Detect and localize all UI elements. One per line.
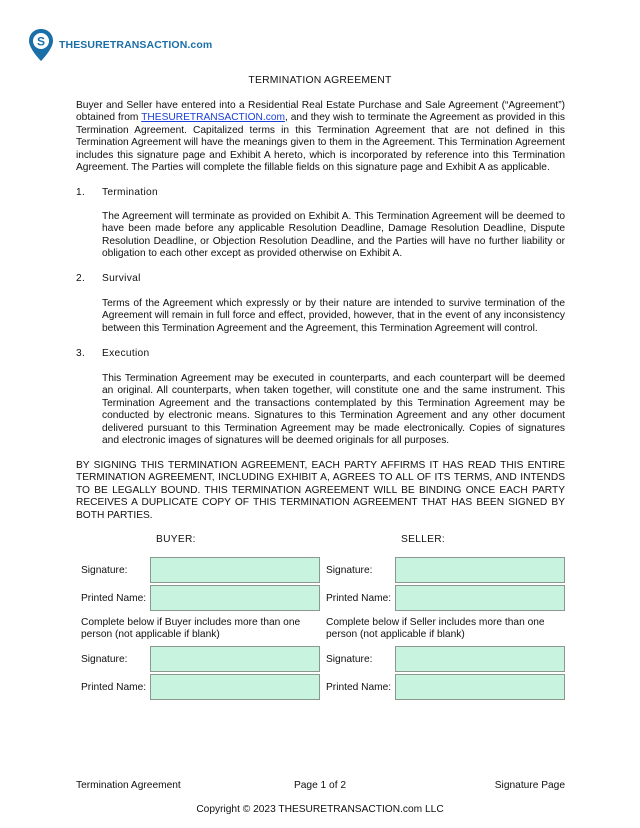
seller-additional-note: Complete below if Seller includes more than one person (not applicable if blank)	[326, 617, 545, 641]
acknowledgment-paragraph: BY SIGNING THIS TERMINATION AGREEMENT, EACH PARTY AFFIRMS IT HAS READ THIS ENTIRE TERMINATION AGREEMENT, INCLUDING EXHIBIT A, AGREES TO ALL OF ITS TERMS, AND INTENDS TO BE LEGALLY BOUND. THIS TERMINATION AGREEMENT WILL BE BINDING ONCE EACH PARTY RECEIVES A DUPLICATE COPY OF THIS TERMINATION AGREEMENT THAT HAS BEEN SIGNED BY BOTH PARTIES.	[76, 460, 565, 521]
seller-signature-label: Signature:	[326, 565, 373, 576]
seller-printed-name-field[interactable]	[395, 585, 565, 611]
seller-printed-name-label: Printed Name:	[326, 593, 392, 604]
logo-letter: S	[36, 34, 46, 49]
buyer-signature-field[interactable]	[150, 557, 320, 583]
section-title: Termination	[102, 187, 158, 198]
buyer-signature-2-field[interactable]	[150, 646, 320, 672]
seller-signature-2-field[interactable]	[395, 646, 565, 672]
footer-right: Signature Page	[494, 780, 565, 791]
section-number: 1.	[76, 187, 86, 198]
buyer-printed-name-2-field[interactable]	[150, 674, 320, 700]
section-2-body: Terms of the Agreement which expressly or by their nature are intended to survive termination of the Agreement will remain in full force and effect, provided, however, that in the event of any inconsistency between this Termination Agreement and the Agreement, this Termination Agreement will control.	[102, 298, 565, 334]
buyer-additional-note: Complete below if Buyer includes more than one person (not applicable if blank)	[81, 617, 301, 641]
seller-printed-name-2-label: Printed Name:	[326, 682, 392, 693]
intro-text-after: , and they wish to terminate the Agreement as provided in this Termination Agreement. Capitalized terms in this Termination Agreement that are not defined in this Termination Agreement will have the meanings given to them in the Agreement. This Termination Agreement includes this signature page and Exhibit A hereto, which is incorporated by reference into this Termination Agreement. The Parties will complete the fillable fields on this signature page and Exhibit A as applicable.	[76, 112, 565, 174]
logo-text: THESURETRANSACTION.com	[59, 39, 213, 51]
map-pin-logo-icon	[28, 28, 54, 62]
section-title: Survival	[102, 273, 141, 284]
section-3-body: This Termination Agreement may be executed in counterparts, and each counterpart will be deemed an original. All counterparts, when taken together, will constitute one and the same instrument. This Termination Agreement and the transactions contemplated by this Termination Agreement may be conducted by electronic means. Signatures to this Termination Agreement and any other document delivered pursuant to this Termination Agreement may be made electronically. Copies of signatures and electronic images of signatures will be deemed originals for all purposes.	[102, 373, 565, 447]
buyer-heading: BUYER:	[156, 534, 196, 545]
section-number: 2.	[76, 273, 86, 284]
seller-printed-name-2-field[interactable]	[395, 674, 565, 700]
buyer-signature-label: Signature:	[81, 565, 128, 576]
buyer-printed-name-2-label: Printed Name:	[81, 682, 147, 693]
seller-heading: SELLER:	[401, 534, 446, 545]
buyer-printed-name-field[interactable]	[150, 585, 320, 611]
intro-paragraph	[76, 100, 565, 174]
section-title: Execution	[102, 348, 150, 359]
document-title: TERMINATION AGREEMENT	[248, 75, 392, 86]
buyer-signature-2-label: Signature:	[81, 654, 128, 665]
brand-logo	[28, 28, 212, 62]
buyer-printed-name-label: Printed Name:	[81, 593, 147, 604]
footer-page-number: Page 1 of 2	[293, 780, 347, 791]
seller-signature-field[interactable]	[395, 557, 565, 583]
section-1-body: The Agreement will terminate as provided on Exhibit A. This Termination Agreement will be deemed to have been made before any applicable Resolution Deadline, Damage Resolution Deadline, Dispute Resolution Deadline, or Objection Resolution Deadline, and the Parties will have no further liability or obligation to each other except as provided otherwise on Exhibit A.	[102, 211, 565, 260]
copyright-notice: Copyright © 2023 THESURETRANSACTION.com LLC	[196, 804, 444, 815]
website-link[interactable]: THESURETRANSACTION.com	[141, 112, 285, 124]
section-number: 3.	[76, 348, 86, 359]
seller-signature-2-label: Signature:	[326, 654, 373, 665]
footer-left: Termination Agreement	[76, 780, 181, 791]
intro-text-before: Buyer and Seller have entered into a Residential Real Estate Purchase and Sale Agreement (“Agreement”) obtained from	[76, 100, 565, 124]
